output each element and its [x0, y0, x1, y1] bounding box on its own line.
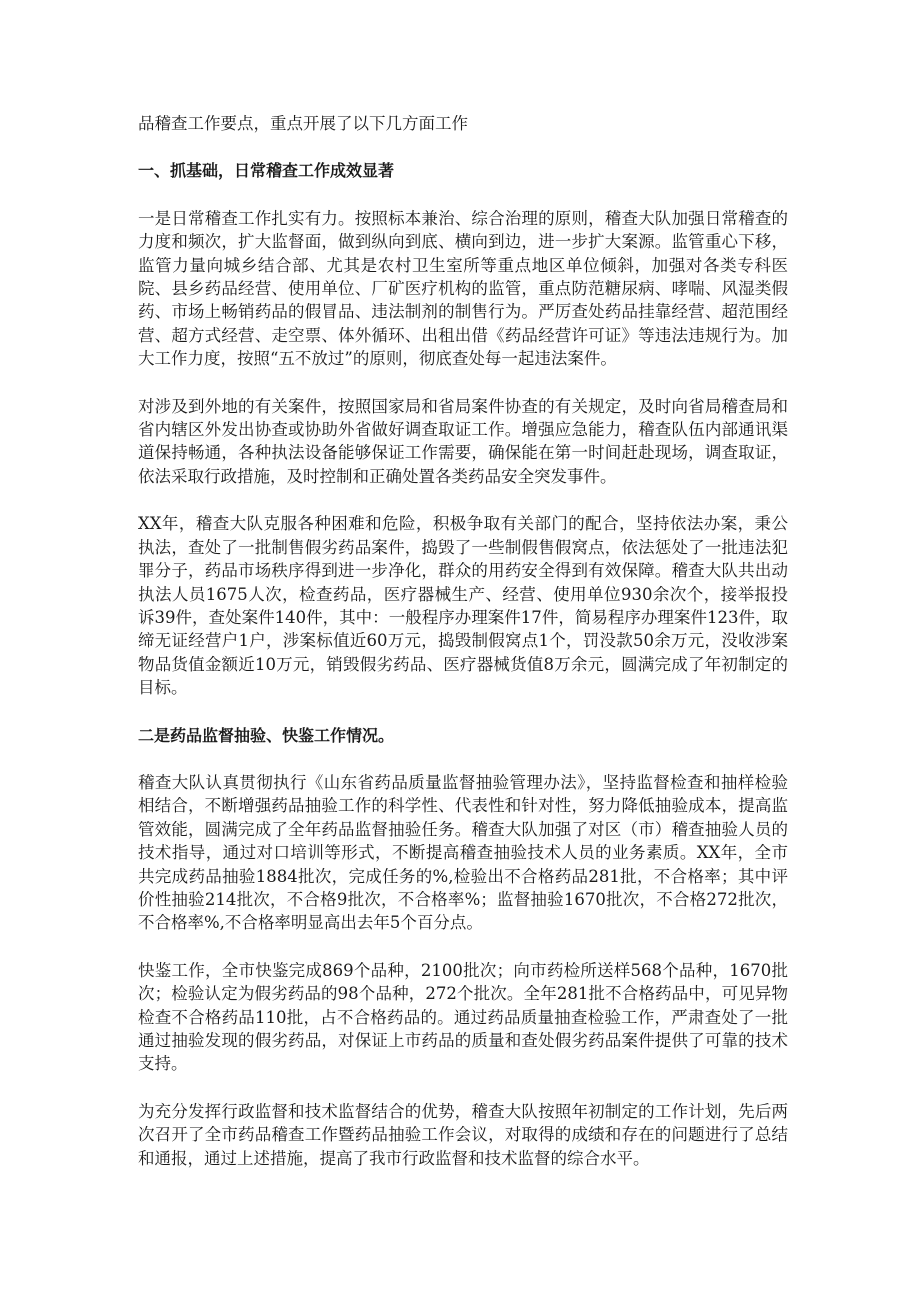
- document-body: [138, 112, 788, 1170]
- paragraph-6: 为充分发挥行政监督和技术监督结合的优势，稽查大队按照年初制定的工作计划，先后两次召开了全市药品稽查工作暨药品抽验工作会议，对取得的成绩和存在的问题进行了总结和通报，通过上述措施，提高了我市行政监督和技术监督的综合水平。: [138, 1101, 788, 1168]
- section-heading-1: 一、抓基础，日常稽查工作成效显著: [138, 161, 395, 181]
- intro-line: 品稽查工作要点，重点开展了以下几方面工作: [138, 114, 468, 133]
- section-heading-2: 二是药品监督抽验、快鉴工作情况。: [138, 725, 395, 745]
- paragraph-1: 一是日常稽查工作扎实有力。按照标本兼治、综合治理的原则，稽查大队加强日常稽查的力度和频次，扩大监督面，做到纵向到底、横向到边，进一步扩大案源。监管重心下移，监管力量向城乡结合部、尤其是农村卫生室所等重点地区单位倾斜，加强对各类专科医院、县乡药品经营、使用单位、厂矿医疗机构的监管，重点防范糖尿病、哮喘、风湿类假药、市场上畅销药品的假冒品、违法制剂的制售行为。严厉查处药品挂靠经营、超范围经营、超方式经营、走空票、体外循环、出租出借《药品经营许可证》等违法违规行为。加大工作力度，按照“五不放过”的原则，彻底查处每一起违法案件。: [138, 208, 788, 369]
- paragraph-2: 对涉及到外地的有关案件，按照国家局和省局案件协查的有关规定，及时向省局稽查局和省内辖区外发出协查或协助外省做好调查取证工作。增强应急能力，稽查队伍内部通讯渠道保持畅通，各种执法设备能够保证工作需要，确保能在第一时间赶赴现场，调查取证，依法采取行政措施，及时控制和正确处置各类药品安全突发事件。: [138, 396, 788, 486]
- paragraph-4: 稽查大队认真贯彻执行《山东省药品质量监督抽验管理办法》，坚持监督检查和抽样检验相结合，不断增强药品抽验工作的科学性、代表性和针对性，努力降低抽验成本，提高监管效能，圆满完成了全年药品监督抽验任务。稽查大队加强了对区（市）稽查抽验人员的技术指导，通过对口培训等形式，不断提高稽查抽验技术人员的业务素质。XX年，全市共完成药品抽验1884批次，完成任务的%,检验出不合格药品281批，不合格率；其中评价性抽验214批次，不合格9批次，不合格率%；监督抽验1670批次，不合格272批次，不合格率%,不合格率明显高出去年5个百分点。: [138, 772, 788, 933]
- paragraph-5: 快鉴工作，全市快鉴完成869个品种，2100批次；向市药检所送样568个品种，1670批次；检验认定为假劣药品的98个品种，272个批次。全年281批不合格药品中，可见异物检查不合格药品110批，占不合格药品的。通过药品质量抽查检验工作，严肃查处了一批通过抽验发现的假劣药品，对保证上市药品的质量和查处假劣药品案件提供了可靠的技术支持。: [138, 960, 788, 1074]
- paragraph-3: XX年，稽查大队克服各种困难和危险，积极争取有关部门的配合，坚持依法办案，秉公执法，查处了一批制售假劣药品案件，捣毁了一些制假售假窝点，依法惩处了一批违法犯罪分子，药品市场秩序得到进一步净化，群众的用药安全得到有效保障。稽查大队共出动执法人员1675人次，检查药品，医疗器械生产、经营、使用单位930余次个，接举报投诉39件，查处案件140件，其中：一般程序办理案件17件，简易程序办理案件123件，取缔无证经营户1户，涉案标值近60万元，捣毁制假窝点1个，罚没款50余万元，没收涉案物品货值金额近10万元，销毁假劣药品、医疗器械货值8万余元，圆满完成了年初制定的目标。: [138, 514, 788, 698]
